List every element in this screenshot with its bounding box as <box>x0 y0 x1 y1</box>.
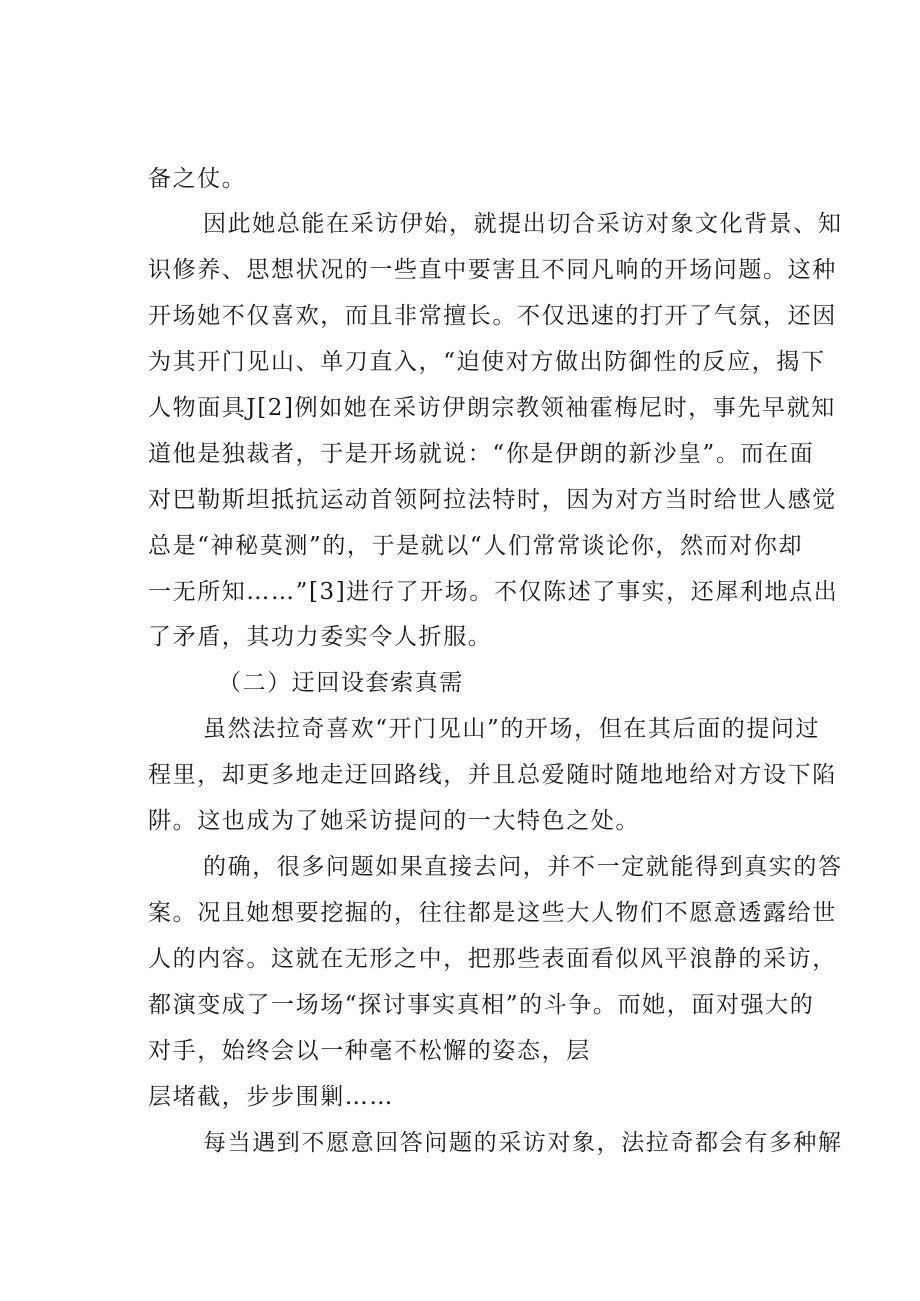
paragraph-first-line: 每当遇到不愿意回答问题的采访对象，法拉奇都会有多种解 <box>203 1130 843 1156</box>
text-line: 人的内容。这就在无形之中，把那些表面看似风平浪静的采访， <box>148 946 837 972</box>
text-line: 案。况且她想要挖掘的，往往都是这些大人物们不愿意透露给世 <box>148 900 837 926</box>
text-line: 识修养、思想状况的一些直中要害且不同凡响的开场问题。这种 <box>148 257 837 283</box>
text-line: 阱。这也成为了她采访提问的一大特色之处。 <box>148 808 640 834</box>
text-line: 对手，始终会以一种毫不松懈的姿态，层 <box>148 1038 591 1064</box>
text-line: 程里，却更多地走迂回路线，并且总爱随时随地地给对方设下陷 <box>148 762 837 788</box>
text-line: 层堵截，步步围剿…… <box>148 1084 394 1110</box>
text-line: 为其开门见山、单刀直入，“迫使对方做出防御性的反应，揭下 <box>148 349 826 375</box>
text-line: 备之仗。 <box>148 166 247 192</box>
text-line: 了矛盾，其功力委实令人折服。 <box>148 624 493 650</box>
paragraph-first-line: 的确，很多问题如果直接去问，并不一定就能得到真实的答 <box>203 854 843 880</box>
text-line: 对巴勒斯坦抵抗运动首领阿拉法特时，因为对方当时给世人感觉 <box>148 487 837 513</box>
paragraph-first-line: 虽然法拉奇喜欢“开门见山”的开场，但在其后面的提问过 <box>203 716 821 742</box>
text-line: 人物面具J[2]例如她在采访伊朗宗教领袖霍梅尼时，事先早就知 <box>148 395 836 421</box>
text-line: 一无所知……”[3]进行了开场。不仅陈述了事实，还犀利地点出 <box>148 579 839 605</box>
text-line: 道他是独裁者，于是开场就说：“你是伊朗的新沙皇”。而在面 <box>148 441 815 467</box>
paragraph-first-line: 因此她总能在采访伊始，就提出切合采访对象文化背景、知 <box>203 211 843 237</box>
text-line: 开场她不仅喜欢，而且非常擅长。不仅迅速的打开了气氛，还因 <box>148 303 837 329</box>
text-line: 都演变成了一场场“探讨事实真相”的斗争。而她，面对强大的 <box>148 992 815 1018</box>
section-heading: （二）迂回设套索真需 <box>218 670 464 696</box>
text-line: 总是“神秘莫测”的，于是就以“人们常常谈论你，然而对你却 <box>148 533 804 559</box>
